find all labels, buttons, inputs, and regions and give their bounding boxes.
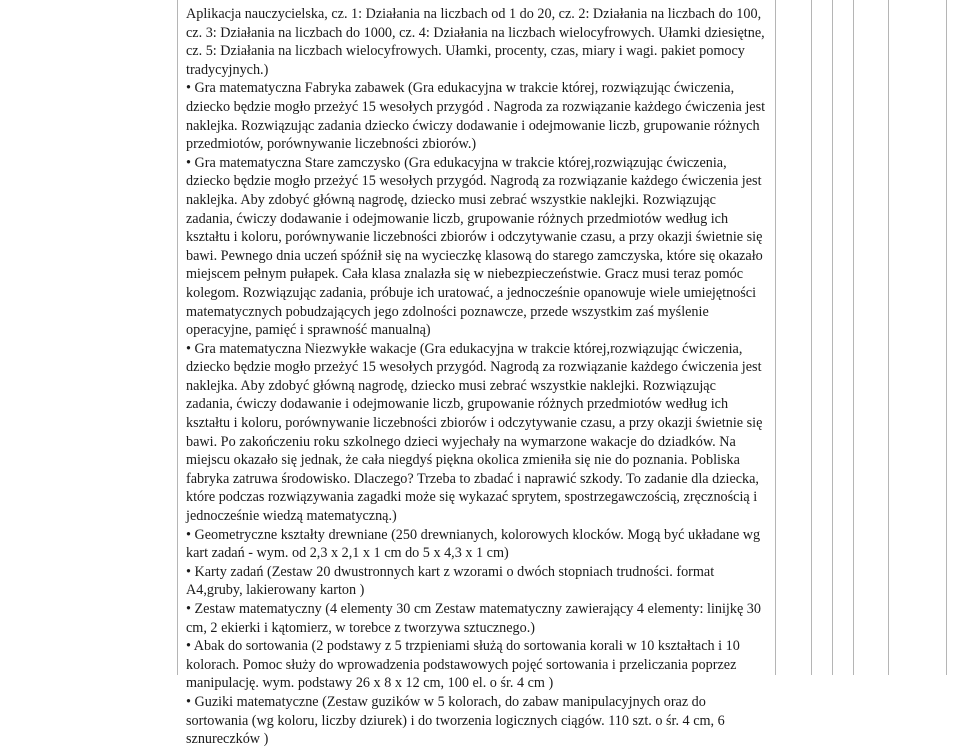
column-divider (811, 0, 812, 675)
list-item-karty-zadan: • Karty zadań (Zestaw 20 dwustronnych kart z wzorami o dwóch stopniach trudności. format A4,gruby, lakierowany karton ) (186, 563, 715, 599)
list-item-guziki: • Guziki matematyczne (Zestaw guzików w 5 kolorach, do zabaw manipulacyjnych oraz do sortowania (wg koloru, liczby dziurek) i do tworzenia logicznych ciągów. 110 szt. o śr. 4 cm, 6 sznureczków ) (186, 693, 725, 748)
description-cell (186, 5, 766, 749)
column-divider (853, 0, 854, 675)
intro-paragraph: Aplikacja nauczycielska, cz. 1: Działania na liczbach od 1 do 20, cz. 2: Działania na liczbach do 100, cz. 3: Działania na liczbach do 1000, cz. 4: Działania na liczbach wielocyfrowych. Ułamki dziesiętne, cz. 5: Działania na liczbach wielocyfrowych. Ułamki, procenty, czas, miary i wagi. pakiet pomocy tradycyjnych.) (186, 6, 765, 78)
list-item-fabryka-zabawek: • Gra matematyczna Fabryka zabawek (Gra edukacyjna w trakcie której, rozwiązując ćwiczenia, dziecko będzie mogło przeżyć 15 wesołych przygód . Nagroda za rozwiązanie każdego ćwiczenia jest naklejka. Rozwiązując zadania dziecko ćwiczy dodawanie i odejmowanie liczb, grupowanie różnych przedmiotów, porównywanie liczebności zbiorów.) (186, 80, 766, 153)
list-item-zestaw-matematyczny: • Zestaw matematyczny (4 elementy 30 cm Zestaw matematyczny zawierający 4 elementy: linijkę 30 cm, 2 ekierki i kątomierz, w torebce z tworzywa sztucznego.) (186, 601, 761, 636)
list-item-stare-zamczysko: • Gra matematyczna Stare zamczysko (Gra edukacyjna w trakcie której,rozwiązując ćwiczenia, dziecko będzie mogło przeżyć 15 wesołych przygód. Nagrodą za rozwiązanie każdego ćwiczenia jest naklejka. Aby zdobyć główną nagrodę, dziecko musi zebrać wszystkie naklejki. Rozwiązując zadania, ćwiczy dodawanie i odejmowanie liczb, grupowanie różnych przedmiotów według ich kształtu i koloru, porównywanie liczebności zbiorów i odczytywanie czasu, a przy okazji świetnie się bawi. Pewnego dnia uczeń spóźnił się na wycieczkę klasową do starego zamczyska, które się okazało miejscem pełnym pułapek. Cała klasa znalazła się w niebezpieczeństwie. Gracz musi teraz pomóc kolegom. Rozwiązując zadania, próbuje ich uratować, a jednocześnie opanowuje wiele umiejętności matematycznych pobudzających jego zdolności poznawcze, przede wszystkim zaś myślenie operacyjne, pamięć i sprawność manualną) (186, 154, 763, 339)
column-divider (888, 0, 889, 675)
list-item-abak: • Abak do sortowania (2 podstawy z 5 trzpieniami służą do sortowania korali w 10 kształtach i 10 kolorach. Pomoc służy do wprowadzenia podstawowych pojęć sortowania i przeliczania poprzez manipulację. wym. podstawy 26 x 8 x 12 cm, 100 el. o śr. 4 cm ) (186, 638, 740, 692)
column-divider (775, 0, 776, 675)
list-item-niezwykle-wakacje: • Gra matematyczna Niezwykłe wakacje (Gra edukacyjna w trakcie której,rozwiązując ćwiczenia, dziecko będzie mogło przeżyć 15 wesołych przygód. Nagrodą za rozwiązanie każdego ćwiczenia jest naklejka. Aby zdobyć główną nagrodę, dziecko musi zebrać wszystkie naklejki. Rozwiązując zadania, ćwiczy dodawanie i odejmowanie liczb, grupowanie różnych przedmiotów według ich kształtu i koloru, porównywanie liczebności zbiorów i odczytywanie czasu, a przy okazji świetnie się bawi. Po zakończeniu roku szkolnego dzieci wyjechały na wymarzone wakacje do dziadków. Na miejscu okazało się jednak, że cała niegdyś piękna okolica zmieniła się nie do poznania. Pobliska fabryka zatruwa środowisko. Dlaczego? Trzeba to zbadać i naprawić szkody. To zadanie dla dziecka, które podczas rozwiązywania zagadki może się wykazać sprytem, spostrzegawczością, zręcznością i jednocześnie wiedzą matematyczną.) (186, 340, 763, 525)
column-divider (832, 0, 833, 675)
list-item-ksztalty-drewniane: • Geometryczne kształty drewniane (250 drewnianych, kolorowych klocków. Mogą być układane wg kart zadań - wym. od 2,3 x 2,1 x 1 cm do 5 x 4,3 x 1 cm) (186, 526, 761, 562)
column-divider (177, 0, 178, 675)
column-divider (946, 0, 947, 675)
